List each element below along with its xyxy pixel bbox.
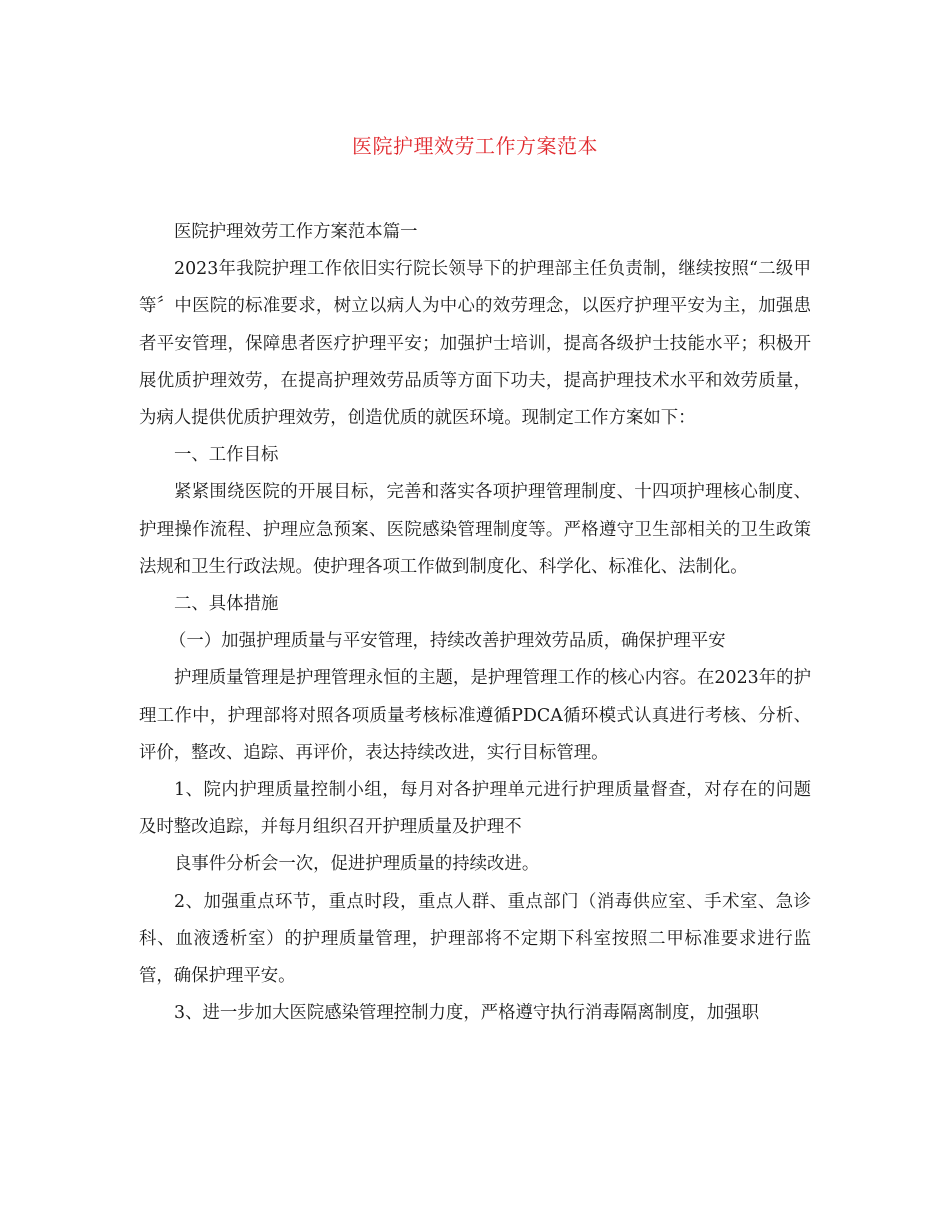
document-title: 医院护理效劳工作方案范本 [352,134,598,158]
heading-work-goals: 一、工作目标 [174,445,279,466]
goals-paragraph: 紧紧围绕医院的开展目标，完善和落实各项护理管理制度、十四项护理核心制度、护理操作流程、护理应急预案、医院感染管理制度等。严格遵守卫生部相关的卫生政策法规和卫生行政法规。使护理各项工作做到制度化、科学化、标准化、法制化。 [139,482,811,577]
measure-item-3: 3、进一步加大医院感染管理控制力度，严格遵守执行消毒隔离制度，加强职 [174,1003,759,1024]
heading-specific-measures: 二、具体措施 [174,594,279,615]
subheading-quality-safety: （一）加强护理质量与平安管理，持续改善护理效劳品质，确保护理平安 [169,631,726,652]
measure-item-1: 1、院内护理质量控制小组，每月对各护理单元进行护理质量督查，对存在的问题及时整改追踪，并每月组织召开护理质量及护理不 [139,780,811,838]
quality-management-paragraph: 护理质量管理是护理管理永恒的主题，是护理管理工作的核心内容。在2023年的护理工作中，护理部将对照各项质量考核标准遵循PDCA循环模式认真进行考核、分析、评价，整改、追踪、再评价，表达持续改进，实行目标管理。 [139,668,811,763]
document-body [139,214,811,1032]
measure-item-1-continued: 良事件分析会一次，促进护理质量的持续改进。 [174,854,540,875]
intro-paragraph: 2023年我院护理工作依旧实行院长领导下的护理部主任负责制，继续按照“二级甲等〞中医院的标准要求，树立以病人为中心的效劳理念，以医疗护理平安为主，加强患者平安管理，保障患者医疗护理平安；加强护士培训，提高各级护士技能水平；积极开展优质护理效劳，在提高护理效劳品质等方面下功夫，提高护理技术水平和效劳质量，为病人提供优质护理效劳，创造优质的就医环境。现制定工作方案如下： [139,259,811,429]
measure-item-2: 2、加强重点环节，重点时段，重点人群、重点部门（消毒供应室、手术室、急诊科、血液透析室）的护理质量管理，护理部将不定期下科室按照二甲标准要求进行监管，确保护理平安。 [139,891,811,987]
section-heading-part-one: 医院护理效劳工作方案范本篇一 [174,222,418,242]
